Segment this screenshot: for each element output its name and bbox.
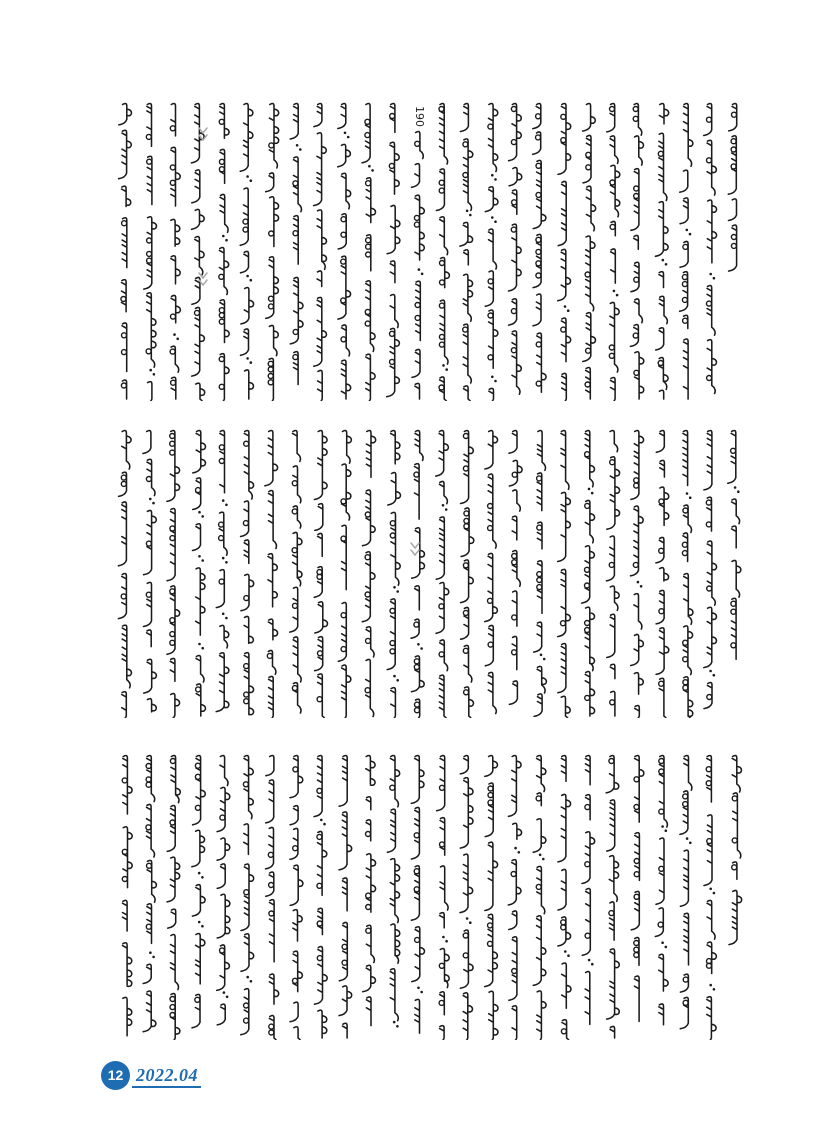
middle-text-block — [112, 427, 746, 718]
top-text-block — [112, 100, 746, 401]
svg-text:190: 190 — [412, 106, 426, 127]
grey-quote-mark — [411, 543, 419, 555]
page-footer — [101, 1058, 201, 1092]
page-number: 12 — [107, 1067, 124, 1083]
page-number-badge — [101, 1061, 130, 1090]
issue-number: 2022.04 — [132, 1066, 201, 1088]
bottom-text-block — [112, 752, 746, 1040]
